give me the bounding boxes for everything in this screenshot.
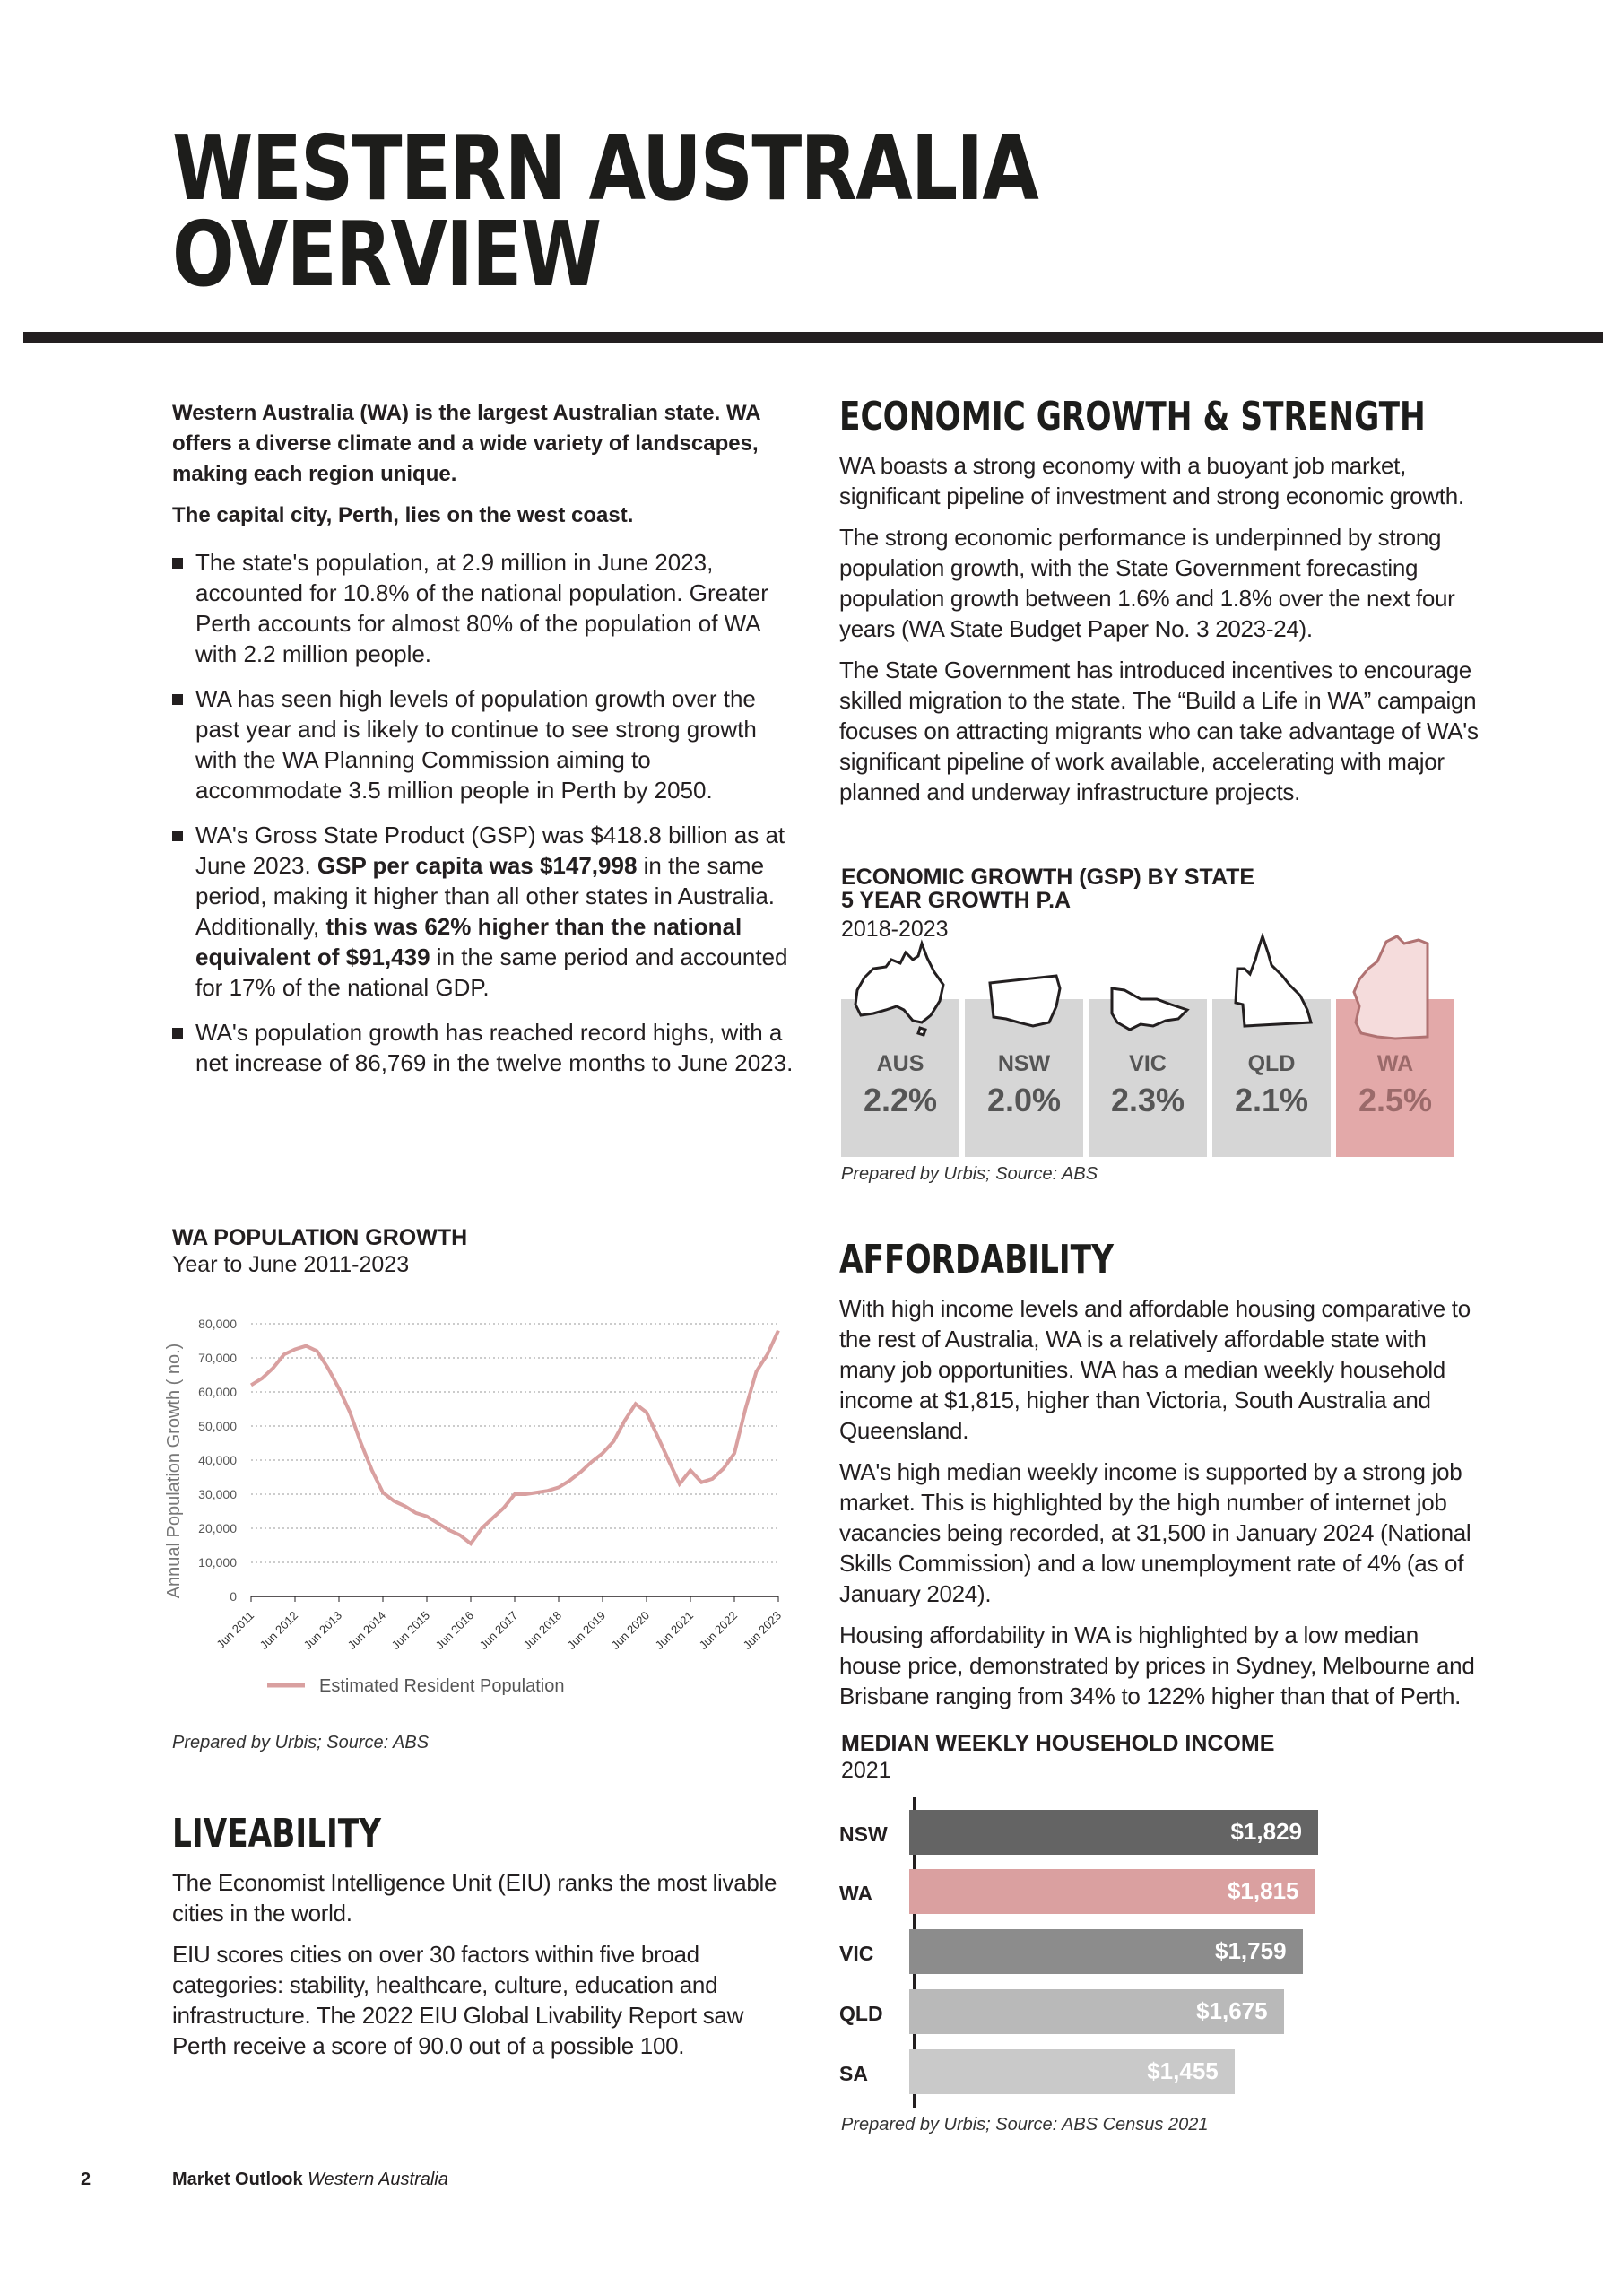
pop-chart-source: Prepared by Urbis; Source: ABS <box>172 1733 430 1752</box>
bullet-growth: WA has seen high levels of population growth over the past year and is likely to continue to see strong growth with the WA Planning Commission aiming to accommodate 3.5 million people in Perth by 2050. <box>172 683 800 805</box>
x-tick-label: Jun 2013 <box>300 1608 345 1652</box>
legend-label: Estimated Resident Population <box>319 1676 565 1696</box>
vic-map-icon <box>1094 933 1200 1040</box>
income-bar-qld <box>909 1989 1284 2034</box>
intro-section <box>172 398 800 542</box>
gsp-source: Prepared by Urbis; Source: ABS <box>841 1164 1098 1184</box>
series-line-estimated-resident-population <box>251 1331 778 1544</box>
australia-map-icon <box>846 933 952 1040</box>
gsp-value-aus: 2.2% <box>863 1082 938 1118</box>
gsp-state-vic: VIC <box>1129 1051 1167 1076</box>
y-tick-label: 50,000 <box>198 1419 237 1433</box>
x-tick-label: Jun 2019 <box>564 1608 609 1652</box>
gsp-value-qld: 2.1% <box>1234 1082 1309 1118</box>
page-title-line2: OVERVIEW <box>172 202 601 307</box>
gsp-state-nsw: NSW <box>997 1051 1051 1076</box>
intro-paragraph-1: Western Australia (WA) is the largest Australian state. WA offers a diverse climate and a wide variety of landscapes, making each region unique. <box>172 401 760 486</box>
income-bar-wa <box>909 1869 1315 1914</box>
liveability-paragraph-2: EIU scores cities on over 30 factors within five broad categories: stability, healthcare, culture, education and infrastructure. The 2022 EIU Global Livability Report saw Perth receive a score of 90.0 out of a possible 100. <box>172 1941 744 2059</box>
gsp-state-qld: QLD <box>1247 1051 1296 1076</box>
y-tick-label: 30,000 <box>198 1487 237 1501</box>
affordability-paragraph-2: WA's high median weekly income is supported by a strong job market. This is highlighted by the high number of internet job vacancies being recorded, at 31,500 in January 2024 (National Skills Commission) and a low unemployment rate of 4% (as of January 2024). <box>839 1458 1471 1607</box>
x-tick-label: Jun 2012 <box>256 1608 301 1652</box>
gsp-text-a: WA's Gross State Product (GSP) was $418.8 billion as at June 2023. <box>195 822 785 879</box>
x-tick-label: Jun 2018 <box>520 1608 565 1652</box>
income-value-qld: $1,675 <box>1196 1997 1268 2024</box>
page-title-line1: WESTERN AUSTRALIA <box>172 116 1038 221</box>
affordability-heading: AFFORDABILITY <box>839 1237 1114 1283</box>
wa-map-icon <box>1341 933 1447 1040</box>
gsp-state-wa: WA <box>1376 1051 1414 1076</box>
page-title <box>172 116 1055 307</box>
gsp-text-b: GSP per capita was $147,998 <box>317 852 638 879</box>
page-number: 2 <box>81 2170 91 2189</box>
economic-body <box>839 450 1485 818</box>
population-line-chart <box>152 1300 798 1722</box>
x-tick-label: Jun 2011 <box>213 1608 257 1652</box>
liveability-paragraph-1: The Economist Intelligence Unit (EIU) ranks the most livable cities in the world. <box>172 1869 777 1926</box>
pop-chart-title: WA POPULATION GROWTH <box>172 1225 468 1250</box>
y-tick-label: 10,000 <box>198 1555 237 1570</box>
economic-paragraph-3: The State Government has introduced incentives to encourage skilled migration to the state. The “Build a Life in WA” campaign focuses on attracting migrants who can take advantage of WA's significant pipeline of work available, accelerating with major planned and underway infrastructure projects. <box>839 657 1479 805</box>
income-label-nsw: NSW <box>839 1822 888 1846</box>
gsp-state-aus: AUS <box>876 1051 924 1076</box>
y-tick-label: 40,000 <box>198 1453 237 1467</box>
qld-map-icon <box>1218 933 1324 1040</box>
key-facts-list <box>172 547 800 1092</box>
intro-paragraph-2: The capital city, Perth, lies on the west coast. <box>172 503 634 527</box>
x-tick-label: Jun 2020 <box>608 1608 653 1652</box>
income-label-sa: SA <box>839 2062 868 2085</box>
y-tick-label: 70,000 <box>198 1351 237 1365</box>
income-bar-nsw <box>909 1810 1318 1855</box>
footer-text <box>172 2170 448 2190</box>
income-value-sa: $1,455 <box>1147 2057 1219 2084</box>
x-tick-label: Jun 2016 <box>432 1608 477 1652</box>
affordability-paragraph-1: With high income levels and affordable housing comparative to the rest of Australia, WA is a relatively affordable state with many job opportunities. WA has a median weekly household income at $1,815, higher than Victoria, South Australia and Queensland. <box>839 1295 1471 1444</box>
liveability-body <box>172 1867 800 2072</box>
footer-region: Western Australia <box>308 2170 448 2189</box>
y-tick-label: 60,000 <box>198 1385 237 1399</box>
y-tick-label: 80,000 <box>198 1317 237 1331</box>
bullet-population: The state's population, at 2.9 million in June 2023, accounted for 10.8% of the national population. Greater Perth accounts for almost 80% of the population of WA with 2.2 million people. <box>172 547 800 669</box>
income-label-wa: WA <box>839 1882 873 1905</box>
nsw-map-icon <box>970 933 1076 1040</box>
affordability-paragraph-3: Housing affordability in WA is highlighted by a low median house price, demonstrated by prices in Sydney, Melbourne and Brisbane ranging from 34% to 122% higher than that of Perth. <box>839 1622 1475 1709</box>
economic-heading: ECONOMIC GROWTH & STRENGTH <box>839 394 1426 439</box>
y-tick-label: 20,000 <box>198 1521 237 1535</box>
x-tick-label: Jun 2017 <box>476 1608 521 1652</box>
x-tick-label: Jun 2014 <box>344 1608 389 1652</box>
y-tick-label: 0 <box>230 1589 237 1604</box>
x-tick-label: Jun 2022 <box>696 1608 741 1652</box>
gsp-text-d: this was 62% higher than the national equivalent of $91,439 <box>195 913 742 970</box>
affordability-body <box>839 1293 1485 1722</box>
gsp-text-e: in the same period and accounted for 17% of the national GDP. <box>195 944 788 1001</box>
income-label-qld: QLD <box>839 2002 883 2025</box>
gsp-text-c: in the same period, making it higher than all other states in Australia. Additionally, <box>195 852 776 940</box>
income-value-nsw: $1,829 <box>1230 1818 1302 1845</box>
income-label-vic: VIC <box>839 1942 874 1965</box>
gsp-subtitle: 2018-2023 <box>841 917 949 942</box>
income-source: Prepared by Urbis; Source: ABS Census 2021 <box>841 2115 1209 2135</box>
income-chart-subtitle: 2021 <box>841 1758 891 1783</box>
x-tick-label: Jun 2015 <box>388 1608 433 1652</box>
income-value-vic: $1,759 <box>1215 1937 1287 1964</box>
footer-brand: Market Outlook <box>172 2170 303 2189</box>
income-value-wa: $1,815 <box>1227 1877 1299 1904</box>
title-divider <box>23 332 1603 343</box>
x-tick-label: Jun 2023 <box>740 1608 785 1652</box>
gsp-title-2: 5 YEAR GROWTH P.A <box>841 888 1072 913</box>
x-tick-label: Jun 2021 <box>652 1608 697 1652</box>
gsp-value-nsw: 2.0% <box>986 1082 1062 1118</box>
pop-chart-subtitle: Year to June 2011-2023 <box>172 1252 410 1277</box>
gsp-value-vic: 2.3% <box>1110 1082 1185 1118</box>
gsp-title-1: ECONOMIC GROWTH (GSP) BY STATE <box>841 865 1255 890</box>
economic-paragraph-2: The strong economic performance is underpinned by strong population growth, with the State Government forecasting population growth between 1.6% and 1.8% over the next four years (WA State Budget Paper No. 3 2023-24). <box>839 524 1455 642</box>
income-bar-sa <box>909 2049 1235 2094</box>
bullet-record-growth: WA's population growth has reached record highs, with a net increase of 86,769 in the twelve months to June 2023. <box>172 1017 800 1078</box>
bullet-gsp <box>172 820 800 1003</box>
economic-paragraph-1: WA boasts a strong economy with a buoyant job market, significant pipeline of investment and strong economic growth. <box>839 452 1464 509</box>
y-axis-label: Annual Population Growth ( no.) <box>164 1343 184 1599</box>
liveability-heading: LIVEABILITY <box>172 1811 382 1857</box>
gsp-value-wa: 2.5% <box>1358 1082 1433 1118</box>
income-chart-title: MEDIAN WEEKLY HOUSEHOLD INCOME <box>841 1731 1275 1756</box>
income-bar-vic <box>909 1929 1303 1974</box>
